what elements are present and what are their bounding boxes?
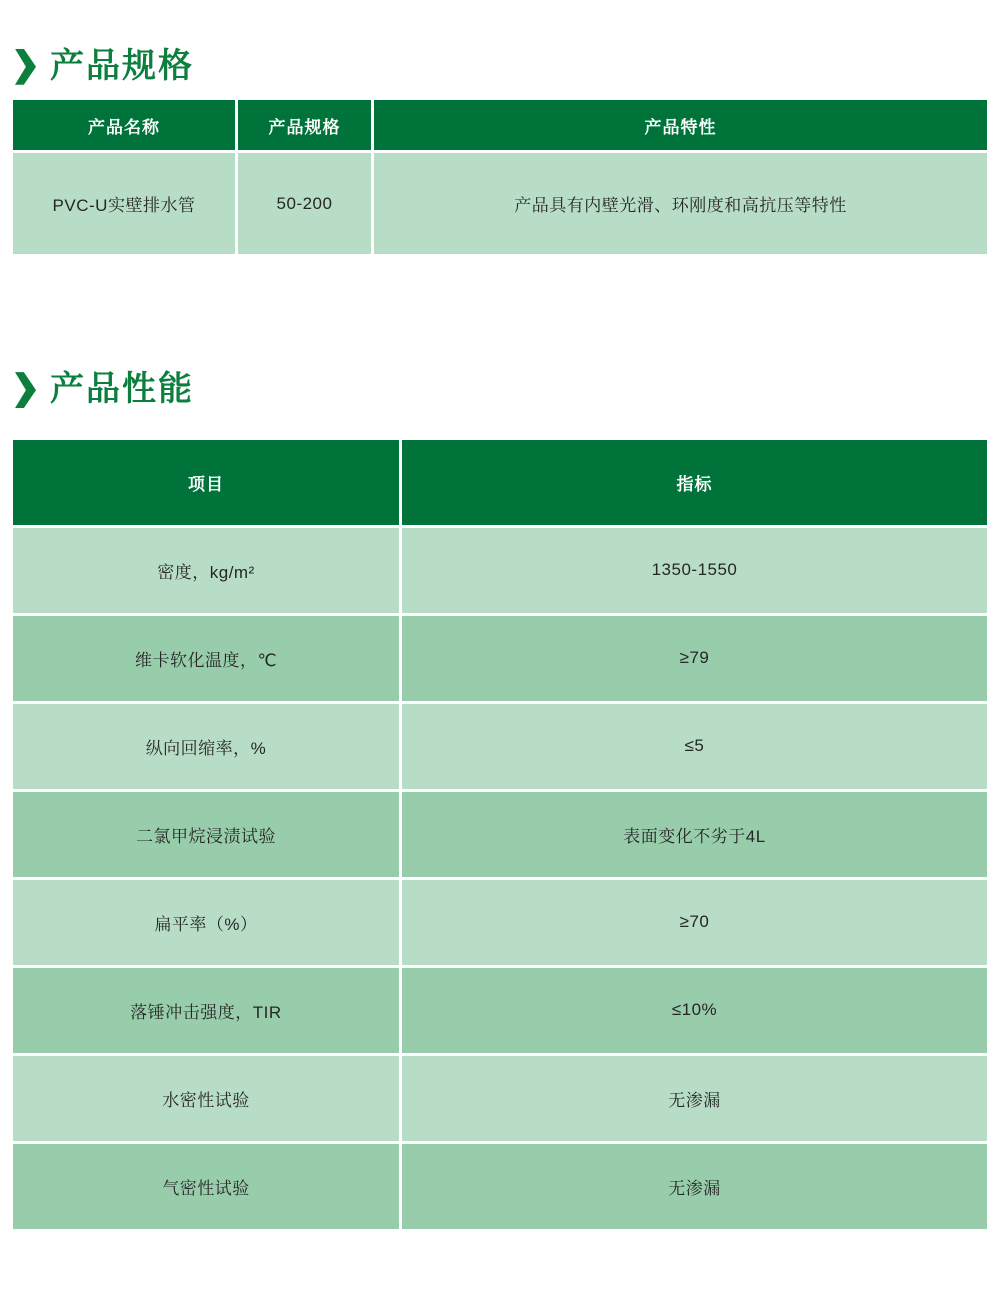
table-row bbox=[13, 792, 987, 877]
section-heading-product-performance bbox=[15, 365, 1000, 408]
chevron-right-icon bbox=[15, 49, 36, 85]
cell-item: 水密性试验 bbox=[13, 1056, 399, 1141]
section-heading-product-spec bbox=[15, 42, 1000, 85]
cell-item: 密度，kg/m² bbox=[13, 528, 399, 613]
cell-indicator: 无渗漏 bbox=[402, 1056, 987, 1141]
col-header-product-name: 产品名称 bbox=[13, 100, 235, 150]
cell-product-feature: 产品具有内壁光滑、环刚度和高抗压等特性 bbox=[374, 153, 987, 254]
col-header-product-feature: 产品特性 bbox=[374, 100, 987, 150]
table-header-row bbox=[13, 100, 987, 150]
cell-indicator: 1350-1550 bbox=[402, 528, 987, 613]
cell-item: 气密性试验 bbox=[13, 1144, 399, 1229]
col-header-product-size: 产品规格 bbox=[238, 100, 371, 150]
product-performance-table bbox=[10, 437, 990, 1232]
cell-indicator: ≤10% bbox=[402, 968, 987, 1053]
table-row bbox=[13, 880, 987, 965]
table-header-row bbox=[13, 440, 987, 525]
table-row bbox=[13, 968, 987, 1053]
product-spec-table bbox=[10, 97, 990, 257]
table-row bbox=[13, 1144, 987, 1229]
cell-item: 二氯甲烷浸渍试验 bbox=[13, 792, 399, 877]
cell-indicator: 无渗漏 bbox=[402, 1144, 987, 1229]
section-title-product-performance: 产品性能 bbox=[50, 370, 194, 409]
cell-item: 落锤冲击强度，TIR bbox=[13, 968, 399, 1053]
product-detail-page bbox=[0, 42, 1000, 1308]
cell-item: 纵向回缩率，% bbox=[13, 704, 399, 789]
chevron-right-icon bbox=[15, 372, 36, 408]
table-row bbox=[13, 528, 987, 613]
cell-indicator: ≤5 bbox=[402, 704, 987, 789]
col-header-item: 项目 bbox=[13, 440, 399, 525]
cell-item: 维卡软化温度，℃ bbox=[13, 616, 399, 701]
cell-product-size: 50-200 bbox=[238, 153, 371, 254]
table-row bbox=[13, 1056, 987, 1141]
cell-indicator: ≥70 bbox=[402, 880, 987, 965]
cell-item: 扁平率（%） bbox=[13, 880, 399, 965]
section-title-product-spec: 产品规格 bbox=[50, 47, 194, 85]
table-row bbox=[13, 616, 987, 701]
cell-product-name: PVC-U实壁排水管 bbox=[13, 153, 235, 254]
col-header-indicator: 指标 bbox=[402, 440, 987, 525]
cell-indicator: ≥79 bbox=[402, 616, 987, 701]
cell-indicator: 表面变化不劣于4L bbox=[402, 792, 987, 877]
table-row bbox=[13, 153, 987, 254]
table-row bbox=[13, 704, 987, 789]
